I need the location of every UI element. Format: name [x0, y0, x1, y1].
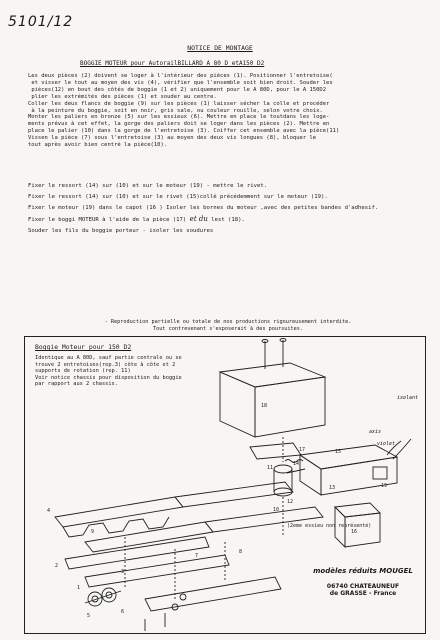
label-18: 18	[261, 403, 268, 409]
annotation-violet: violet	[377, 441, 396, 447]
label-13: 13	[329, 485, 336, 491]
label-19: 19	[381, 483, 388, 489]
label-11: 11	[267, 465, 274, 471]
assembly-paragraph: Les deux pièces (2) doivent se loger à l'intérieur des pièces (1). Positionner l'entretoise( et visser le tout au moyen des vis (4), vérifier que l'ensemble soit bien droit. Souder les pièces(12) en bout des côtés de boggie (1 et 2) uniquement pour le A 80D, pour le A 150D2 plier les extrémités des pièces (1) et souder au centre. Coller les deux flancs de boggie (9) sur les pièces (1) laisser sécher la colle et procéder à la peinture du boggie, soit en noir, gris sale, ou couleur rouille, selon votre choix. Monter les paliers en bronze (5) sur les essieux (6). Mettre en place le toutdans les loge- ments prévus à cet effet, la gorge des paliers doit se loger dans les pièces (2). Mettre en place le palier (10) dans la gorge de l'entretoise (3). Coiffer cet ensemble avec la pièce(11) Vissen la pièce (7) sous l'entretoise (3) au moyen des deux vis longues (8), bloquer le tout après avoir bien centré la pièce(10).	[28, 73, 340, 149]
step-3: Fixer le moteur (19) dans le capot (16 ) Isoler les bornes du moteur ,avec des petites bandes d'adhesif.	[28, 205, 379, 212]
assembly-steps	[28, 183, 428, 239]
label-6: 6	[121, 609, 125, 615]
label-17: 17	[299, 447, 306, 453]
sheet-title: NOTICE DE MONTAGE	[187, 44, 253, 52]
wheels	[85, 588, 121, 606]
annotation-isolant: isolant	[397, 395, 419, 401]
label-16: 16	[351, 529, 358, 535]
manufacturer-block	[307, 567, 419, 597]
assembly-guides	[125, 437, 283, 599]
subtitle-rest: BILLARD A 80 D etA150 D2	[177, 60, 265, 67]
brand-address-1: 06740 CHATEAUNEUF	[326, 583, 400, 590]
lower-screws	[145, 594, 186, 631]
annotation-axis: axis	[369, 429, 382, 435]
step-4-handwritten: et du	[189, 215, 208, 224]
sheet-subtitle	[80, 60, 264, 67]
step-4-text: Fixer le boggi MOTEUR à l'aide de la pièce (17)	[28, 217, 187, 224]
handwritten-reference: 5101/12	[8, 14, 74, 30]
ballast-block	[220, 363, 325, 437]
diagram-title: Boggie Moteur pour 150 D2	[35, 343, 132, 351]
label-15: 15	[335, 449, 342, 455]
diagram-box	[24, 336, 426, 634]
annotation-second-axle: (2eme essieu non représenté)	[287, 523, 372, 529]
step-1: Fixer le ressort (14) sur (10) et sur le moteur (19) - mettre le rivet.	[28, 183, 268, 189]
step-4	[28, 216, 428, 224]
label-9: 9	[91, 529, 95, 535]
copyright-notice-2: Tout contrevenant s'exposerait à des poursuites.	[153, 326, 303, 332]
step-2: Fixer le ressort (14) sur (10) et sur le rivet (15)collé précédemment sur le moteur (19).	[28, 194, 328, 201]
copyright-notice-1: - Reproduction partielle ou totale de nos productions rigoureusement interdite.	[104, 319, 352, 325]
pivot-tower	[274, 465, 292, 496]
label-12: 12	[287, 499, 294, 505]
label-10: 10	[273, 507, 280, 513]
label-5: 5	[87, 613, 91, 619]
subtitle-prefix: BOGGIE MOTEUR pour Autorail	[80, 60, 178, 67]
label-8: 8	[239, 549, 243, 555]
label-4: 4	[47, 508, 51, 514]
label-7: 7	[195, 553, 199, 559]
plate	[250, 443, 301, 459]
diagram-description: Identique au A 80D, sauf partie centrale ou se trouve 2 entretoises(rep.3) côte à côte et 2 supports de rotation (rep. 11) Voir notice chassis pour disposition du boggie par rapport aux 2 chassis.	[35, 355, 182, 388]
step-5: Souder les fils du boggie porteur - isoler les soudures	[28, 228, 214, 235]
brand-name: modèles réduits MOUGEL	[313, 567, 413, 575]
brand-address-2: de GRASSE - France	[329, 590, 397, 597]
step-4-tail: lest (18).	[211, 217, 245, 224]
label-14: 14	[293, 461, 300, 467]
label-3: 3	[121, 569, 125, 575]
label-1: 1	[77, 585, 81, 591]
label-2: 2	[55, 563, 59, 569]
